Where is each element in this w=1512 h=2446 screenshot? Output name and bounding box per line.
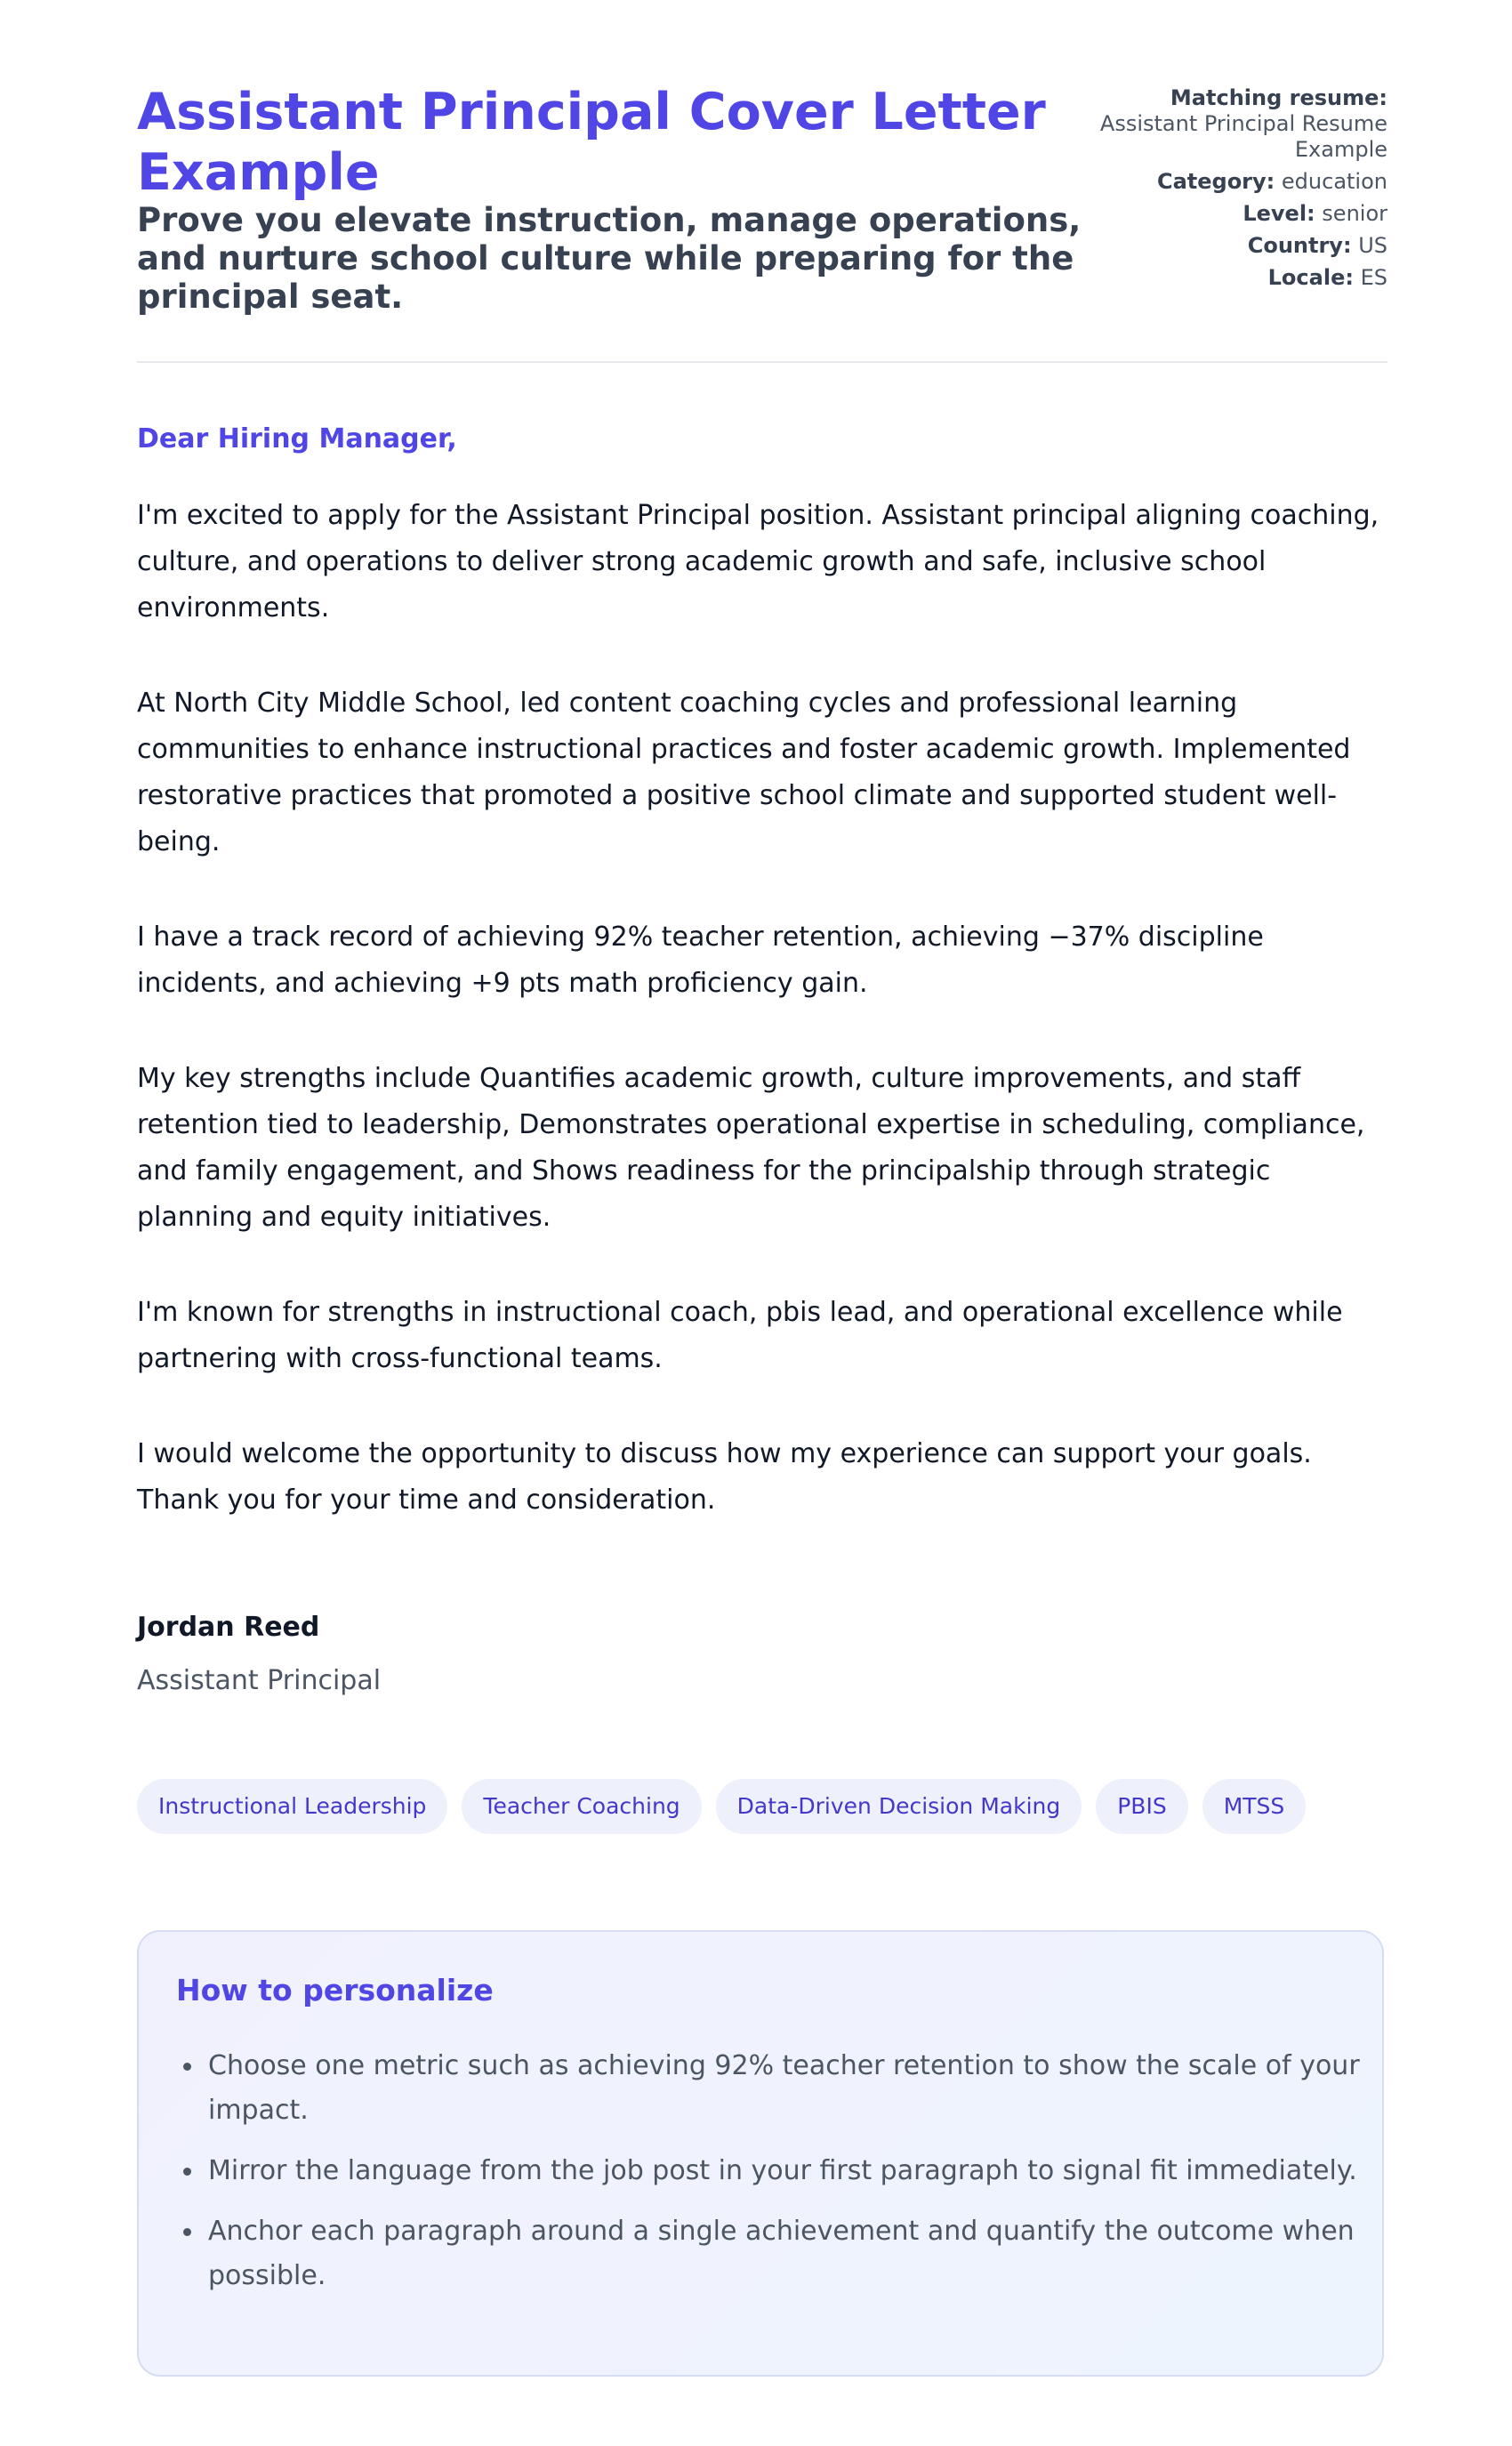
meta-level xyxy=(1094,201,1387,227)
skill-tag: MTSS xyxy=(1202,1779,1307,1834)
letter-body xyxy=(137,493,1387,1573)
meta-category-label: Category: xyxy=(1156,169,1275,194)
tips-list xyxy=(176,2044,1364,2314)
meta-level-value: senior xyxy=(1322,201,1387,226)
meta-locale-value: ES xyxy=(1360,265,1387,290)
letter-paragraph: I have a track record of achieving 92% teacher retention, achieving −37% discipline incidents, and achieving +9 pts math proficiency gain. xyxy=(137,921,1264,999)
skill-tag: Data-Driven Decision Making xyxy=(716,1779,1082,1834)
skill-tag: PBIS xyxy=(1096,1779,1187,1834)
page-title: Assistant Principal Cover Letter Example xyxy=(137,83,1046,202)
letter-paragraph: I'm known for strengths in instructional coach, pbis lead, and operational excellence while partnering with cross-functional teams. xyxy=(137,1297,1343,1374)
skill-tag: Instructional Leadership xyxy=(137,1779,447,1834)
meta-matching-resume xyxy=(1094,85,1387,163)
signature-role: Assistant Principal xyxy=(137,1665,382,1696)
page-header xyxy=(137,0,1387,363)
page-subtitle: Prove you elevate instruction, manage operations, and nurture school culture while preparing for the principal seat. xyxy=(137,201,1082,316)
tips-list-item: Mirror the language from the job post in your first paragraph to signal fit immediately. xyxy=(208,2149,1364,2193)
meta-category-value: education xyxy=(1281,169,1387,194)
tips-list-item: Anchor each paragraph around a single achievement and quantify the outcome when possible. xyxy=(208,2209,1364,2298)
meta-country xyxy=(1094,233,1387,259)
letter-paragraph: I would welcome the opportunity to discuss how my experience can support your goals. Thank you for your time and consideration. xyxy=(137,1438,1312,1516)
letter-paragraph: At North City Middle School, led content coaching cycles and professional learning communities to enhance instructional practices and foster academic growth. Implemented restorative practices that promoted a positive school climate and supported student well-being. xyxy=(137,688,1351,857)
signature-name: Jordan Reed xyxy=(137,1612,320,1643)
letter-greeting: Dear Hiring Manager, xyxy=(137,423,457,455)
meta-country-label: Country: xyxy=(1247,233,1352,258)
meta-country-value: US xyxy=(1358,233,1387,258)
meta-locale xyxy=(1094,265,1387,291)
letter-paragraph: I'm excited to apply for the Assistant Principal position. Assistant principal aligning coaching, culture, and operations to deliver strong academic growth and safe, inclusive school environments. xyxy=(137,500,1379,624)
tips-heading: How to personalize xyxy=(176,1973,494,2007)
meta-matching-resume-label: Matching resume: xyxy=(1170,85,1387,110)
skill-tags xyxy=(137,1779,1306,1834)
cover-letter-page xyxy=(137,0,1387,2291)
meta-category xyxy=(1094,169,1387,195)
meta-panel xyxy=(1094,85,1387,297)
skill-tag: Teacher Coaching xyxy=(462,1779,701,1834)
meta-matching-resume-value: Assistant Principal Resume Example xyxy=(1099,111,1387,162)
meta-level-label: Level: xyxy=(1243,201,1315,226)
meta-locale-label: Locale: xyxy=(1267,265,1354,290)
personalize-tips-box xyxy=(137,1930,1384,2377)
letter-paragraph: My key strengths include Quantifies academic growth, culture improvements, and staff retention tied to leadership, Demonstrates operational expertise in scheduling, compliance, and family engagement, and Shows readiness for the principalship through strategic planning and equity initiatives. xyxy=(137,1063,1365,1233)
tips-list-item: Choose one metric such as achieving 92% teacher retention to show the scale of your impact. xyxy=(208,2044,1364,2133)
